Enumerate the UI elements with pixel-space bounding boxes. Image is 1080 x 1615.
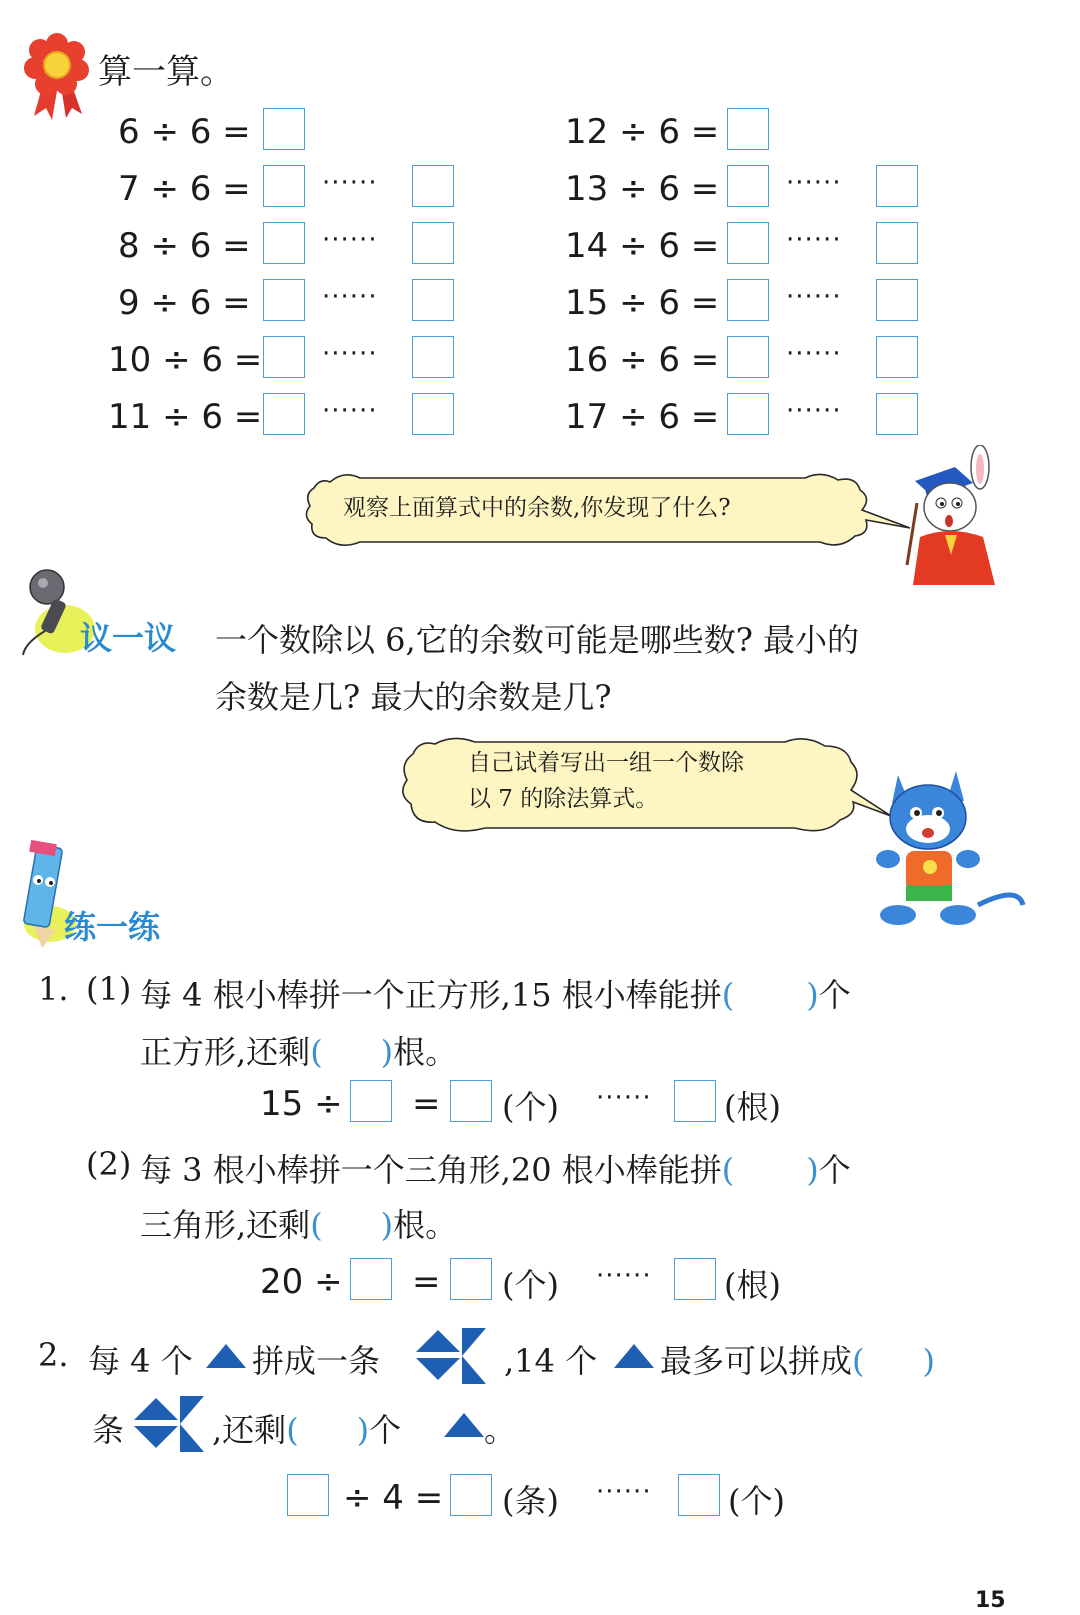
division-expression: 6 ÷ 6 = [118,112,251,152]
remainder-dots: ······ [322,225,378,255]
remainder-answer-box[interactable] [876,393,918,435]
question-2-number: 2. [38,1336,69,1374]
question-1-part-2-label: (2) [86,1145,132,1183]
remainder-answer-box[interactable] [412,336,454,378]
divisor-answer-box[interactable] [350,1258,392,1300]
question-2-text-c: ,14 个 [504,1342,598,1380]
question-2-line2-d: 。 [484,1411,517,1449]
division-expression: 17 ÷ 6 = [565,397,720,437]
answer-blank-open: ( [721,1151,735,1189]
discuss-title: 议一议 [80,619,177,657]
speech-bubble-2-line1: 自己试着写出一组一个数除 [468,750,744,776]
quotient-answer-box[interactable] [263,336,305,378]
triangle-strip-icon [414,1326,500,1386]
quotient-answer-box[interactable] [450,1474,492,1516]
quotient-answer-box[interactable] [727,393,769,435]
answer-blank-close: ) [380,1033,394,1071]
answer-blank-close: ) [806,1151,819,1189]
remainder-answer-box[interactable] [876,279,918,321]
quotient-answer-box[interactable] [263,165,305,207]
equation-3-divisor: ÷ 4 = [343,1478,444,1518]
unit-label-gen: (根) [724,1266,781,1304]
remainder-answer-box[interactable] [412,393,454,435]
remainder-dots: ······ [596,1261,652,1291]
quotient-answer-box[interactable] [450,1080,492,1122]
blue-triangle-icon [612,1340,656,1372]
remainder-dots: ······ [786,168,842,198]
speech-bubble-1-text: 观察上面算式中的余数,你发现了什么? [343,495,731,521]
division-expression: 16 ÷ 6 = [565,340,720,380]
remainder-answer-box[interactable] [412,222,454,264]
question-1-part-2-text: 每 3 根小棒拼一个三角形,20 根小棒能拼( )个 [140,1151,851,1189]
unit-label-ge: (个) [502,1266,559,1304]
remainder-answer-box[interactable] [674,1258,716,1300]
division-expression: 14 ÷ 6 = [565,226,720,266]
question-2-text-a: 每 4 个 [88,1342,193,1380]
division-expression: 10 ÷ 6 = [108,340,263,380]
division-expression: 13 ÷ 6 = [565,169,720,209]
quotient-answer-box[interactable] [727,279,769,321]
division-expression: 9 ÷ 6 = [118,283,251,323]
unit-label-ge: (个) [502,1088,559,1126]
quotient-answer-box[interactable] [263,279,305,321]
question-1-part-1-text: 每 4 根小棒拼一个正方形,15 根小棒能拼( )个 [140,976,851,1014]
question-2-text-b: 拼成一条 [252,1342,381,1380]
section-title-calculate: 算一算。 [98,52,234,92]
answer-blank-close: ) [806,976,819,1014]
equals-sign: = [412,1084,441,1124]
answer-blank-open: ( [310,1033,323,1071]
division-expression: 12 ÷ 6 = [565,112,720,152]
question-2-text-d: 最多可以拼成( ) [660,1342,935,1380]
discuss-text-line2: 余数是几? 最大的余数是几? [215,678,612,716]
remainder-dots: ······ [786,225,842,255]
remainder-answer-box[interactable] [412,279,454,321]
rabbit-teacher-icon [895,445,1015,595]
equation-2-dividend: 20 ÷ [260,1262,343,1302]
quotient-answer-box[interactable] [263,108,305,150]
unit-label-tiao: (条) [502,1482,559,1520]
answer-blank-close: ) [380,1206,394,1244]
practice-title: 练一练 [64,908,161,946]
answer-blank-open: ( [310,1206,323,1244]
quotient-answer-box[interactable] [263,222,305,264]
quotient-answer-box[interactable] [450,1258,492,1300]
remainder-answer-box[interactable] [674,1080,716,1122]
question-1-part-2-text-line2: 三角形,还剩( )根。 [140,1206,458,1244]
quotient-answer-box[interactable] [727,165,769,207]
discuss-text-line1: 一个数除以 6,它的余数可能是哪些数? 最小的 [215,621,860,659]
question-1-part-1-label: (1) [86,970,132,1008]
divisor-answer-box[interactable] [350,1080,392,1122]
division-expression: 11 ÷ 6 = [108,397,263,437]
question-1-number: 1. [38,970,69,1008]
equation-1-dividend: 15 ÷ [260,1084,343,1124]
answer-blank-open: ( [286,1411,299,1449]
remainder-dots: ······ [596,1477,652,1507]
answer-blank-open: ( [852,1342,865,1380]
remainder-answer-box[interactable] [678,1474,720,1516]
equals-sign: = [412,1262,441,1302]
quotient-answer-box[interactable] [727,108,769,150]
division-expression: 8 ÷ 6 = [118,226,251,266]
blue-cat-icon [868,755,1033,940]
answer-blank-open: ( [721,976,735,1014]
remainder-dots: ······ [786,396,842,426]
remainder-answer-box[interactable] [876,336,918,378]
unit-label-ge: (个) [728,1482,785,1520]
unit-label-gen: (根) [724,1088,781,1126]
quotient-answer-box[interactable] [263,393,305,435]
remainder-answer-box[interactable] [876,222,918,264]
remainder-answer-box[interactable] [412,165,454,207]
dividend-answer-box[interactable] [287,1474,329,1516]
remainder-dots: ······ [322,396,378,426]
answer-blank-close: ) [922,1342,935,1380]
division-expression: 15 ÷ 6 = [565,283,720,323]
quotient-answer-box[interactable] [727,336,769,378]
blue-triangle-icon [442,1409,486,1441]
speech-bubble-2-line2: 以 7 的除法算式。 [468,786,659,812]
remainder-dots: ······ [786,339,842,369]
remainder-answer-box[interactable] [876,165,918,207]
page-number: 15 [975,1588,1006,1613]
remainder-dots: ······ [786,282,842,312]
remainder-dots: ······ [322,282,378,312]
remainder-dots: ······ [596,1083,652,1113]
quotient-answer-box[interactable] [727,222,769,264]
division-expression: 7 ÷ 6 = [118,169,251,209]
remainder-dots: ······ [322,339,378,369]
flower-ribbon-icon [22,30,92,120]
question-2-line2-b: ,还剩( )个 [212,1411,402,1449]
blue-triangle-icon [204,1340,248,1372]
answer-blank-close: ) [356,1411,370,1449]
triangle-strip-icon [132,1394,218,1454]
remainder-dots: ······ [322,168,378,198]
question-1-part-1-text-line2: 正方形,还剩( )根。 [140,1033,458,1071]
question-2-line2-a: 条 [92,1411,125,1449]
